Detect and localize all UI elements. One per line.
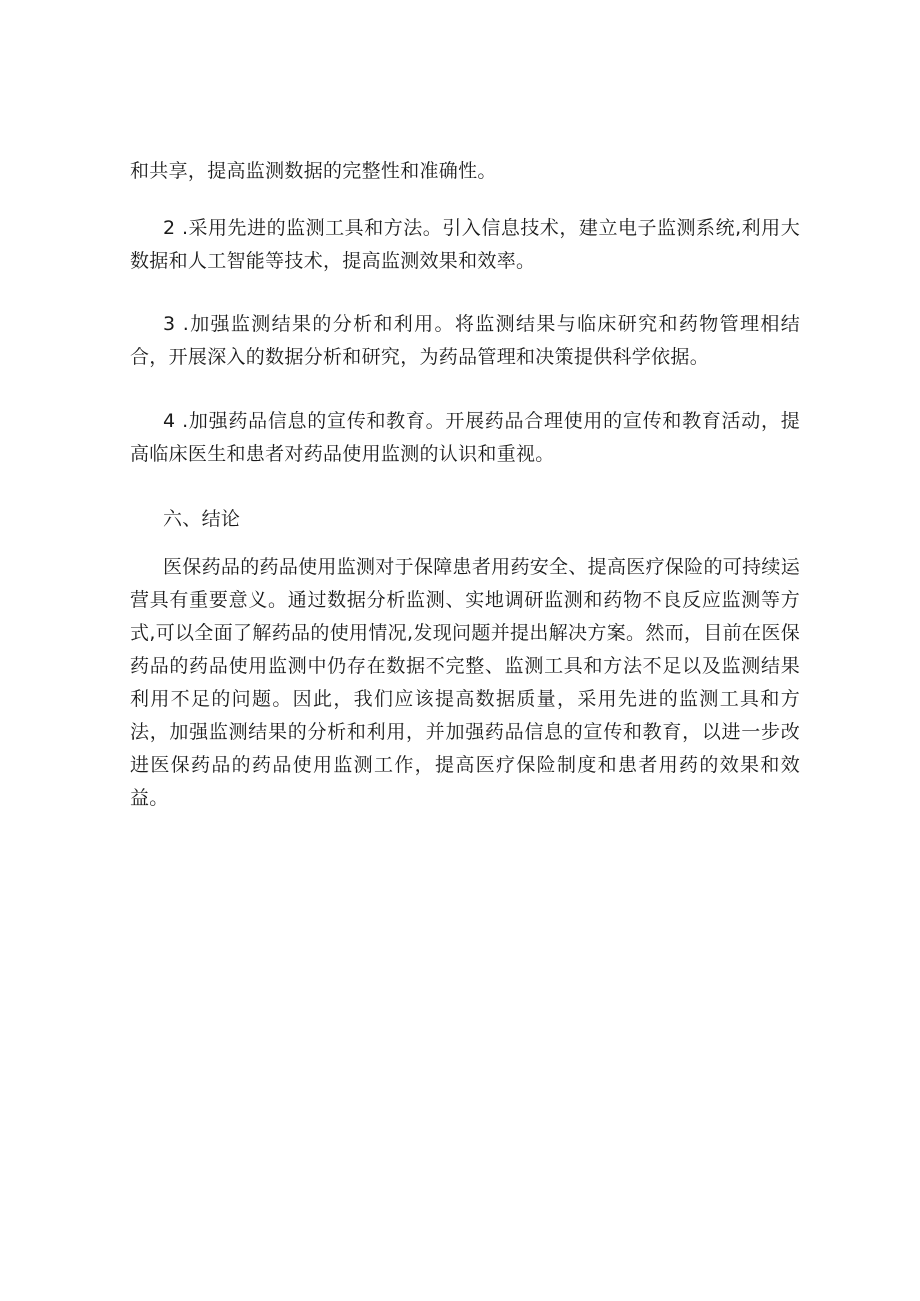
paragraph-conclusion: 医保药品的药品使用监测对于保障患者用药安全、提高医疗保险的可持续运营具有重要意义。通过数据分析监测、实地调研监测和药物不良反应监测等方式,可以全面了解药品的使用情况,发现问题并提出解决方案。然而，目前在医保药品的药品使用监测中仍存在数据不完整、监测工具和方法不足以及监测结果利用不足的问题。因此，我们应该提高数据质量，采用先进的监测工具和方法，加强监测结果的分析和利用，并加强药品信息的宣传和教育，以进一步改进医保药品的药品使用监测工作，提高医疗保险制度和患者用药的效果和效益。 (130, 556, 800, 809)
paragraph-continuation: 和共享，提高监测数据的完整性和准确性。 (130, 160, 497, 182)
list-item-2: 2 .采用先进的监测工具和方法。引入信息技术，建立电子监测系统,利用大数据和人工智能等技术，提高监测效果和效率。 (130, 217, 800, 272)
list-item-4: 4 .加强药品信息的宣传和教育。开展药品合理使用的宣传和教育活动，提高临床医生和患者对药品使用监测的认识和重视。 (130, 410, 800, 465)
section-heading-conclusion: 六、结论 (163, 508, 241, 530)
list-item-3: 3 .加强监测结果的分析和利用。将监测结果与临床研究和药物管理相结合，开展深入的数据分析和研究，为药品管理和决策提供科学依据。 (130, 313, 800, 368)
